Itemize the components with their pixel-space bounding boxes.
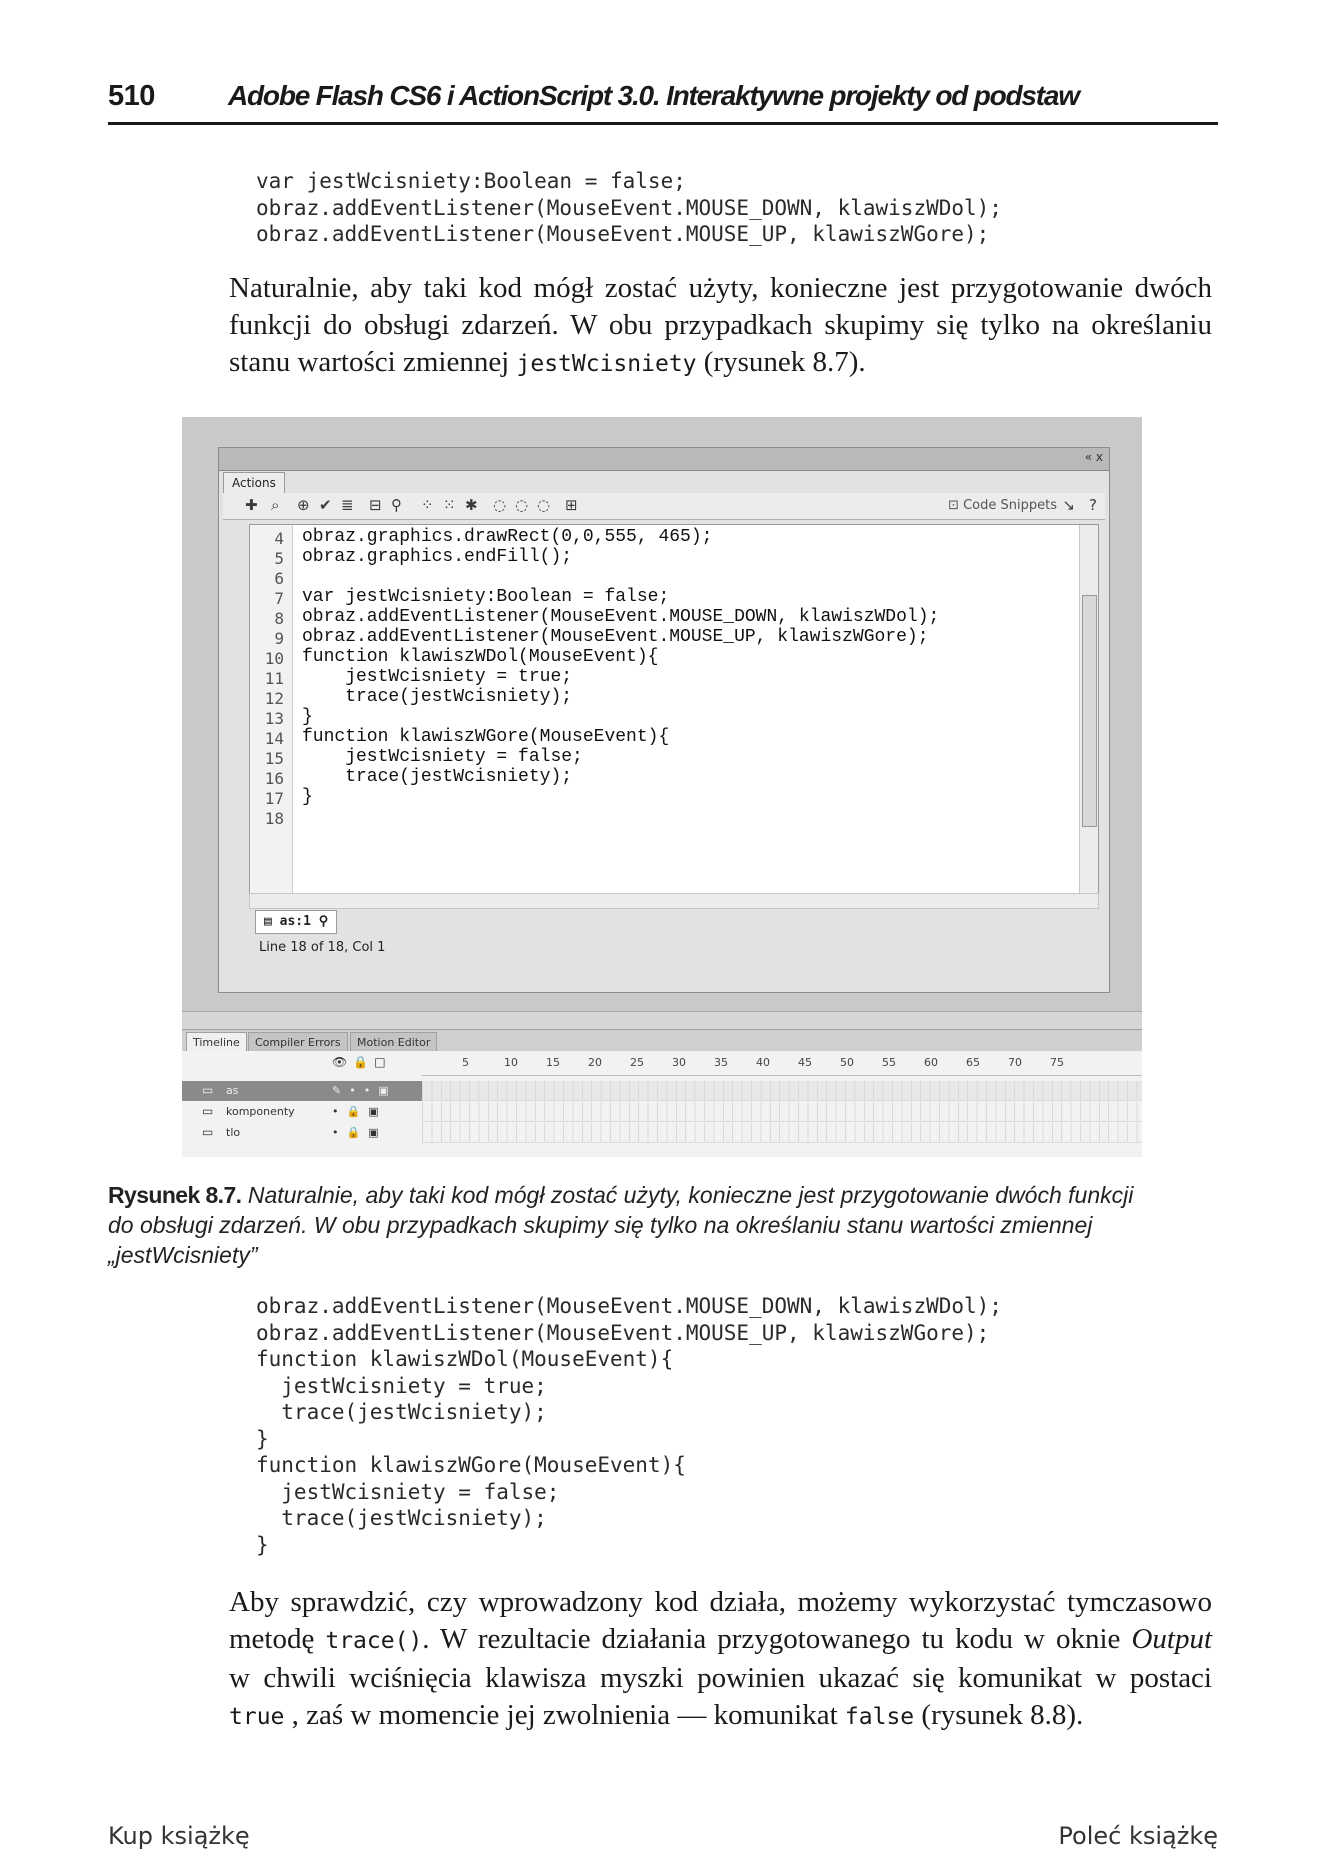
frame-tick: 25 xyxy=(630,1056,644,1069)
pin-icon[interactable]: ⚲ xyxy=(310,914,329,929)
code-line: trace(jestWcisniety); xyxy=(302,687,573,707)
line-number: 16 xyxy=(264,769,284,788)
frame-tick: 10 xyxy=(504,1056,518,1069)
lock-icon[interactable]: 🔒 xyxy=(353,1055,375,1069)
code-line: obraz.graphics.drawRect(0,0,555, 465); xyxy=(302,527,713,547)
layer-name[interactable]: tlo xyxy=(226,1126,241,1139)
frame-tick: 15 xyxy=(546,1056,560,1069)
find-icon[interactable]: ⌕ xyxy=(271,496,280,514)
line-number: 7 xyxy=(274,589,284,608)
frame-tick: 50 xyxy=(840,1056,854,1069)
caption-text: Naturalnie, aby taki kod mógł zostać użyty, konieczne jest przygotowanie dwóch funkcji xyxy=(247,1182,1134,1208)
line-number: 15 xyxy=(264,749,284,768)
actions-toolbar xyxy=(223,493,1105,520)
line-number: 5 xyxy=(274,549,284,568)
figure-screenshot xyxy=(182,417,1142,1157)
comment-block-icon[interactable]: ◌ xyxy=(493,496,507,514)
inline-code: false xyxy=(844,1704,915,1730)
script-file-icon: ▤ xyxy=(264,914,280,929)
collapse-selection-icon[interactable]: ⁙ xyxy=(443,496,456,514)
recommend-book-link[interactable]: Poleć książkę xyxy=(1058,1822,1218,1850)
line-number: 11 xyxy=(264,669,284,688)
layer-name[interactable]: as xyxy=(226,1084,239,1097)
code-snippets-button[interactable] xyxy=(948,498,1057,513)
layer-icon: ▭ xyxy=(202,1083,214,1097)
text: (rysunek 8.8). xyxy=(914,1699,1084,1731)
code-line: obraz.addEventListener(MouseEvent.MOUSE_UP, klawiszWGore); xyxy=(302,627,929,647)
code-line: function klawiszWGore(MouseEvent){ xyxy=(302,727,670,747)
frame-tick: 60 xyxy=(924,1056,938,1069)
figure-caption xyxy=(108,1180,1218,1270)
line-number: 9 xyxy=(274,629,284,648)
layer-state-marks: •🔒▣ xyxy=(332,1105,387,1118)
scrollbar-thumb[interactable] xyxy=(1082,595,1097,827)
inline-code: jestWcisniety xyxy=(516,351,697,377)
line-number: 17 xyxy=(264,789,284,808)
caption-label: Rysunek 8.7. xyxy=(108,1182,242,1208)
frame-tick: 70 xyxy=(1008,1056,1022,1069)
paragraph-2-line-2 xyxy=(229,1621,1212,1660)
layer-icon: ▭ xyxy=(202,1125,214,1139)
italic-term: Output xyxy=(1131,1623,1212,1655)
tab-compiler-errors[interactable]: Compiler Errors xyxy=(248,1032,348,1052)
code-line: jestWcisniety = true; xyxy=(302,667,573,687)
actions-panel xyxy=(218,447,1110,993)
debug-icon[interactable]: ⚲ xyxy=(391,496,402,514)
frame-ruler[interactable] xyxy=(422,1053,1142,1076)
outline-icon[interactable]: □ xyxy=(374,1055,392,1069)
layer-row[interactable] xyxy=(182,1102,1142,1122)
paragraph-2-line-4 xyxy=(229,1697,1212,1736)
code-line: var jestWcisniety:Boolean = false; xyxy=(302,587,670,607)
page-number: 510 xyxy=(108,80,155,112)
status-line: Line 18 of 18, Col 1 xyxy=(259,940,386,955)
eye-icon[interactable]: 👁 xyxy=(332,1055,354,1069)
text: stanu wartości zmiennej xyxy=(229,346,517,378)
tab-timeline[interactable]: Timeline xyxy=(186,1032,247,1052)
text: metodę xyxy=(229,1623,326,1655)
code-block-1: var jestWcisniety:Boolean = false; obraz.addEventListener(MouseEvent.MOUSE_DOWN, klawiszWDol); obraz.addEventListener(MouseEvent.MOUSE_UP, klawiszWGore); xyxy=(256,169,1002,246)
frame-tick: 55 xyxy=(882,1056,896,1069)
frame-tick: 20 xyxy=(588,1056,602,1069)
book-title: Adobe Flash CS6 i ActionScript 3.0. Interaktywne projekty od podstaw xyxy=(228,80,1079,111)
horizontal-scrollbar[interactable] xyxy=(249,893,1099,909)
layer-name[interactable]: komponenty xyxy=(226,1105,295,1118)
code-snippets-label: Code Snippets xyxy=(963,498,1057,513)
panel-titlebar xyxy=(219,448,1109,471)
caption-line-1 xyxy=(108,1180,1218,1210)
line-number: 12 xyxy=(264,689,284,708)
frame-tick: 65 xyxy=(966,1056,980,1069)
layer-state-marks: ✎••▣ xyxy=(332,1084,397,1097)
stage-scrollbar[interactable] xyxy=(182,1011,1142,1030)
paragraph-2-line-3: w chwili wciśnięcia klawisza myszki powinien ukazać się komunikat w postaci xyxy=(229,1662,1212,1694)
inline-code: trace() xyxy=(325,1628,423,1654)
code-line: } xyxy=(302,707,313,727)
frame-tick: 75 xyxy=(1050,1056,1064,1069)
timeline-panel xyxy=(182,1051,1142,1157)
wand-icon[interactable]: ↘ xyxy=(1062,496,1075,514)
frame-tick: 40 xyxy=(756,1056,770,1069)
paragraph-1-line-2: funkcji do obsługi zdarzeń. W obu przypadkach skupimy się tylko na określaniu xyxy=(229,309,1212,341)
add-statement-icon[interactable]: ✚ xyxy=(245,496,258,514)
code-line: obraz.addEventListener(MouseEvent.MOUSE_DOWN, klawiszWDol); xyxy=(302,607,940,627)
line-number: 8 xyxy=(274,609,284,628)
toolbox-icon[interactable]: ⊞ xyxy=(565,496,578,514)
layer-icon: ▭ xyxy=(202,1104,214,1118)
text: . W rezultacie działania przygotowanego tu kodu w oknie xyxy=(422,1623,1132,1655)
code-line: function klawiszWDol(MouseEvent){ xyxy=(302,647,659,667)
layer-row[interactable] xyxy=(182,1081,1142,1101)
inline-code: true xyxy=(229,1704,285,1730)
layer-header-icons xyxy=(332,1055,392,1069)
layer-frames[interactable] xyxy=(422,1081,1142,1101)
tab-motion-editor[interactable]: Motion Editor xyxy=(350,1032,437,1052)
collapse-icon[interactable]: ⁘ xyxy=(421,496,434,514)
code-line: trace(jestWcisniety); xyxy=(302,767,573,787)
line-number: 10 xyxy=(264,649,284,668)
auto-format-icon[interactable]: ≣ xyxy=(341,496,354,514)
frame-tick: 45 xyxy=(798,1056,812,1069)
target-icon[interactable]: ⊕ xyxy=(297,496,310,514)
layer-row[interactable] xyxy=(182,1123,1142,1143)
vertical-scrollbar[interactable] xyxy=(1079,525,1098,893)
code-line: jestWcisniety = false; xyxy=(302,747,583,767)
script-tab-label: as:1 xyxy=(279,914,311,929)
expand-all-icon[interactable]: ✱ xyxy=(465,496,478,514)
lock-icon: 🔒 xyxy=(346,1105,369,1118)
paragraph-1-line-3 xyxy=(229,344,1212,383)
code-block-2: obraz.addEventListener(MouseEvent.MOUSE_DOWN, klawiszWDol); obraz.addEventListener(MouseEvent.MOUSE_UP, klawiszWGore); function klawiszWDol(MouseEvent){ jestWcisniety = true; trace(jestWcisniety); } function klawiszWGore(MouseEvent){ jestWcisniety = false; trace(jestWcisniety); } xyxy=(256,1294,1002,1557)
code-line: obraz.graphics.endFill(); xyxy=(302,547,573,567)
paragraph-2-line-1: Aby sprawdzić, czy wprowadzony kod działa, możemy wykorzystać tymczasowo xyxy=(229,1586,1212,1618)
script-tab[interactable] xyxy=(255,910,337,934)
line-number: 4 xyxy=(274,529,284,548)
frame-tick: 30 xyxy=(672,1056,686,1069)
paragraph-2 xyxy=(229,1584,1212,1736)
frame-tick: 35 xyxy=(714,1056,728,1069)
line-number: 18 xyxy=(264,809,284,828)
layer-frames[interactable] xyxy=(422,1123,1142,1143)
comment-line-icon[interactable]: ◌ xyxy=(515,496,529,514)
actions-tab[interactable]: Actions xyxy=(223,472,285,493)
layer-frames[interactable] xyxy=(422,1102,1142,1122)
buy-book-link[interactable]: Kup książkę xyxy=(108,1822,250,1850)
paragraph-1-line-1: Naturalnie, aby taki kod mógł zostać użyty, konieczne jest przygotowanie dwóch xyxy=(229,272,1212,304)
code-line: } xyxy=(302,787,313,807)
paragraph-1 xyxy=(229,270,1212,383)
line-number: 13 xyxy=(264,709,284,728)
help-icon[interactable]: ? xyxy=(1089,496,1097,514)
frame-tick: 5 xyxy=(462,1056,469,1069)
check-syntax-icon[interactable]: ✔ xyxy=(319,496,332,514)
code-snippets-icon: ⊡ xyxy=(948,498,964,513)
line-number: 6 xyxy=(274,569,284,588)
caption-line-2: do obsługi zdarzeń. W obu przypadkach skupimy się tylko na określaniu stanu wartości zmiennej xyxy=(108,1212,1093,1238)
running-header xyxy=(108,80,1218,125)
layer-state-marks: •🔒▣ xyxy=(332,1126,387,1139)
code-hint-icon[interactable]: ⊟ xyxy=(369,496,382,514)
timeline-tab-bar xyxy=(182,1029,1142,1052)
text: , zaś w momencie jej zwolnienia — komunikat xyxy=(284,1699,845,1731)
line-number-gutter xyxy=(250,525,293,893)
pencil-icon: ✎ xyxy=(332,1084,350,1097)
window-controls[interactable]: « x xyxy=(1084,450,1103,464)
text: (rysunek 8.7). xyxy=(696,346,866,378)
remove-comment-icon[interactable]: ◌ xyxy=(537,496,551,514)
caption-line-3: „jestWcisniety” xyxy=(108,1242,258,1268)
code-editor[interactable] xyxy=(249,524,1099,894)
line-number: 14 xyxy=(264,729,284,748)
lock-icon: 🔒 xyxy=(346,1126,369,1139)
